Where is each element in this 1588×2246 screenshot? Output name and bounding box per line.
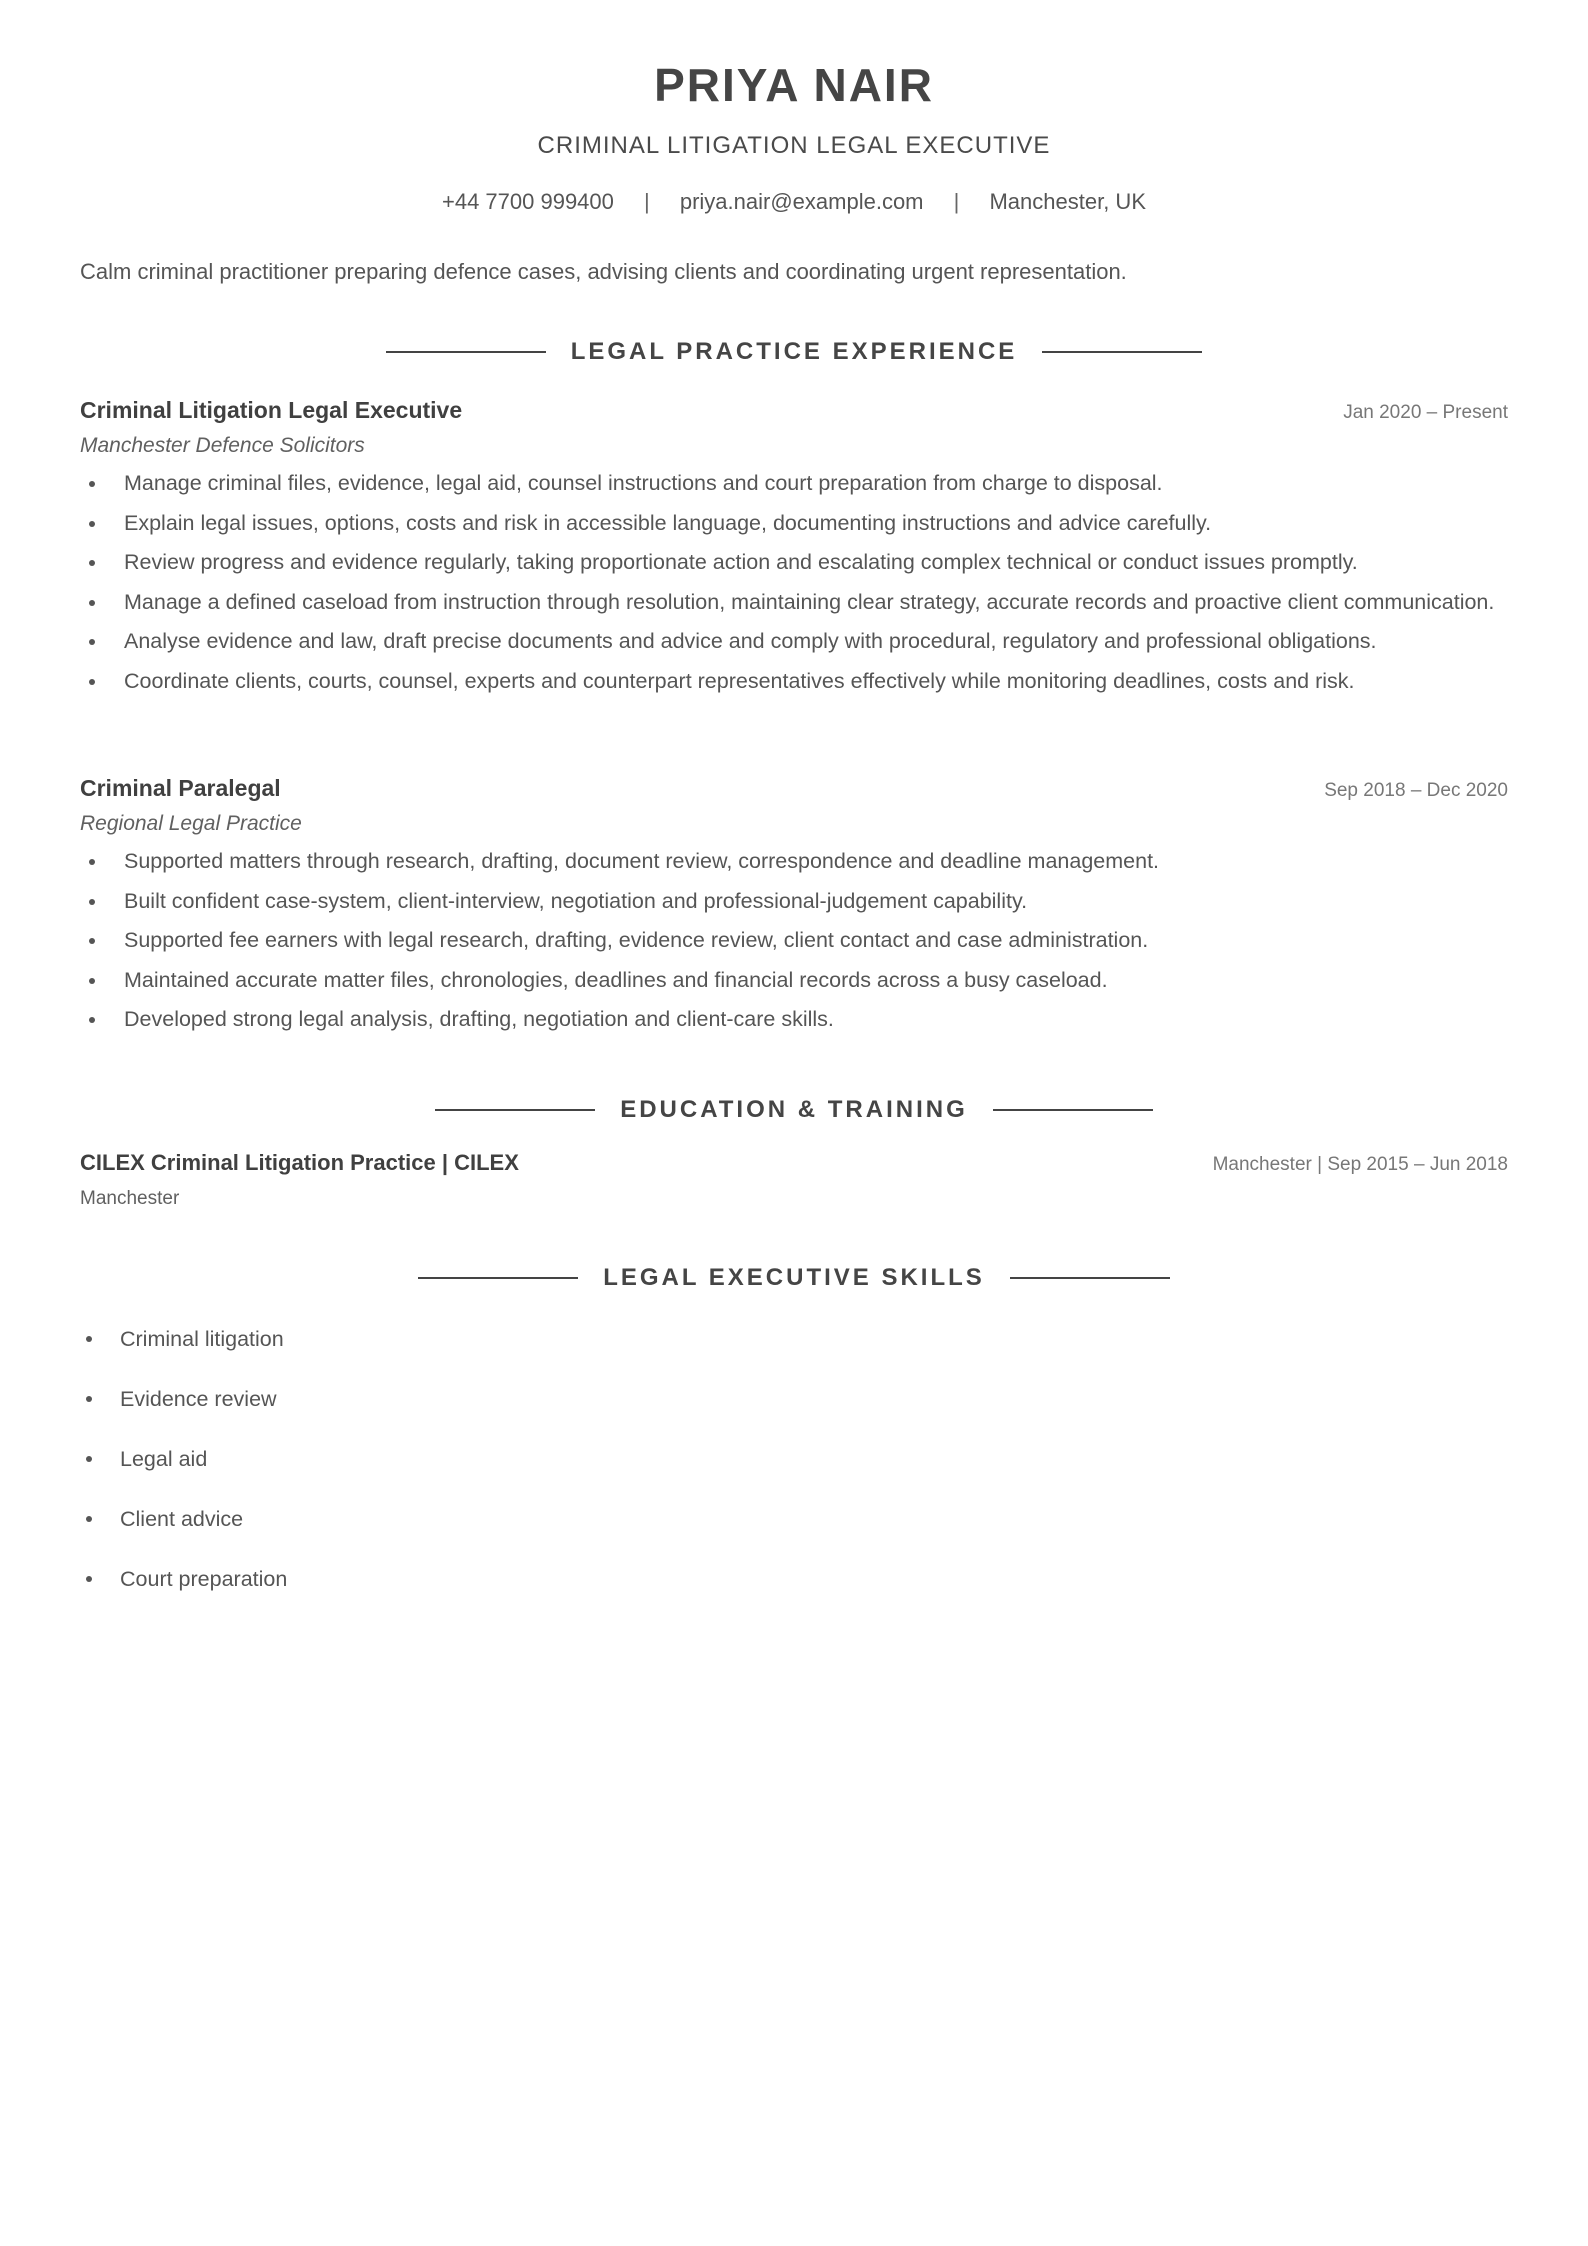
candidate-headline: CRIMINAL LITIGATION LEGAL EXECUTIVE	[537, 132, 1051, 159]
job-bullet	[80, 507, 1508, 539]
job-bullet-list	[80, 845, 1508, 1035]
job-title: Criminal Litigation Legal Executive	[80, 397, 463, 423]
job-bullet	[80, 964, 1508, 996]
bullet-icon	[89, 859, 95, 865]
bullet-icon	[89, 600, 95, 606]
education-entry	[80, 1150, 1508, 1210]
job-bullet-text: Analyse evidence and law, draft precise documents and advice and comply with procedural, regulatory and professional obligations.	[124, 629, 1377, 653]
job-bullet	[80, 845, 1508, 877]
bullet-icon	[89, 560, 95, 566]
skill-item	[80, 1381, 287, 1441]
job-header	[80, 775, 1508, 802]
job-bullet	[80, 467, 1508, 499]
education-location: Manchester	[80, 1188, 180, 1209]
skill-item	[80, 1321, 287, 1381]
bullet-icon	[89, 978, 95, 984]
heading-rule	[993, 1109, 1153, 1111]
skill-item	[80, 1501, 287, 1561]
bullet-icon	[89, 521, 95, 527]
skill-text: Evidence review	[120, 1387, 277, 1411]
job-title: Criminal Paralegal	[80, 775, 281, 801]
bullet-icon	[86, 1516, 92, 1522]
skill-item	[80, 1561, 287, 1621]
skill-text: Criminal litigation	[120, 1327, 284, 1351]
bullet-icon	[89, 639, 95, 645]
heading-rule	[1042, 351, 1202, 353]
bullet-icon	[89, 481, 95, 487]
section-heading-education	[0, 1096, 1588, 1124]
section-heading-label: LEGAL EXECUTIVE SKILLS	[603, 1264, 985, 1291]
job-dates: Sep 2018 – Dec 2020	[1324, 780, 1508, 801]
job-dates: Jan 2020 – Present	[1343, 402, 1508, 423]
job-bullet-text: Built confident case-system, client-interview, negotiation and professional-judgement capability.	[124, 888, 1028, 913]
job-bullet	[80, 586, 1508, 618]
contact-separator: |	[644, 189, 650, 214]
education-title: CILEX Criminal Litigation Practice | CILEX	[80, 1150, 519, 1175]
section-heading-experience	[0, 338, 1588, 366]
skills-list	[80, 1321, 287, 1621]
contact-line	[0, 189, 1588, 215]
skill-item	[80, 1441, 287, 1501]
job-bullet-text: Explain legal issues, options, costs and risk in accessible language, documenting instructions and advice carefully.	[124, 510, 1212, 535]
job-bullet-text: Supported fee earners with legal research, drafting, evidence review, client contact and case administration.	[124, 928, 1149, 952]
bullet-icon	[89, 938, 95, 944]
job-bullet-text: Supported matters through research, drafting, document review, correspondence and deadline management.	[124, 849, 1160, 873]
job-bullet-text: Developed strong legal analysis, drafting, negotiation and client-care skills.	[124, 1007, 834, 1031]
job-entry	[80, 775, 1508, 1043]
heading-rule	[1010, 1277, 1170, 1279]
section-heading-skills	[0, 1264, 1588, 1292]
heading-rule	[386, 351, 546, 353]
bullet-icon	[89, 1017, 95, 1023]
job-bullet	[80, 665, 1508, 697]
skill-text: Client advice	[120, 1507, 244, 1531]
contact-email: priya.nair@example.com	[679, 189, 924, 214]
bullet-icon	[86, 1576, 92, 1582]
bullet-icon	[86, 1336, 92, 1342]
education-location-dates: Manchester | Sep 2015 – Jun 2018	[1212, 1154, 1508, 1175]
job-bullet	[80, 546, 1508, 578]
job-company: Regional Legal Practice	[80, 812, 302, 835]
contact-location: Manchester, UK	[989, 189, 1146, 214]
job-bullet	[80, 885, 1508, 917]
bullet-icon	[86, 1456, 92, 1462]
job-header	[80, 397, 1508, 424]
contact-separator: |	[953, 189, 960, 214]
bullet-icon	[86, 1396, 92, 1402]
section-heading-label: EDUCATION & TRAINING	[620, 1096, 968, 1123]
candidate-name: PRIYA NAIR	[654, 59, 934, 111]
job-bullet-text: Coordinate clients, courts, counsel, experts and counterpart representatives effectively while monitoring deadlines, costs and risk.	[124, 668, 1355, 693]
job-bullet	[80, 1003, 1508, 1035]
bullet-icon	[89, 899, 95, 905]
job-bullet-text: Manage criminal files, evidence, legal aid, counsel instructions and court preparation from charge to disposal.	[124, 471, 1163, 495]
job-bullet-text: Manage a defined caseload from instruction through resolution, maintaining clear strategy, accurate records and proactive client communication.	[124, 589, 1495, 614]
bullet-icon	[89, 679, 95, 685]
contact-phone: +44 7700 999400	[441, 189, 614, 214]
skill-text: Legal aid	[120, 1447, 208, 1471]
heading-rule	[435, 1109, 595, 1111]
heading-rule	[418, 1277, 578, 1279]
job-company: Manchester Defence Solicitors	[80, 434, 365, 457]
skill-text: Court preparation	[120, 1567, 288, 1591]
professional-summary: Calm criminal practitioner preparing defence cases, advising clients and coordinating urgent representation.	[80, 259, 1127, 284]
job-bullet-list	[80, 467, 1508, 697]
job-bullet	[80, 625, 1508, 657]
section-heading-label: LEGAL PRACTICE EXPERIENCE	[570, 338, 1018, 365]
education-header	[80, 1150, 1508, 1176]
job-bullet	[80, 924, 1508, 956]
job-bullet-text: Review progress and evidence regularly, taking proportionate action and escalating complex technical or conduct issues promptly.	[124, 550, 1358, 574]
job-bullet-text: Maintained accurate matter files, chronologies, deadlines and financial records across a busy caseload.	[124, 967, 1108, 992]
job-entry	[80, 397, 1508, 704]
